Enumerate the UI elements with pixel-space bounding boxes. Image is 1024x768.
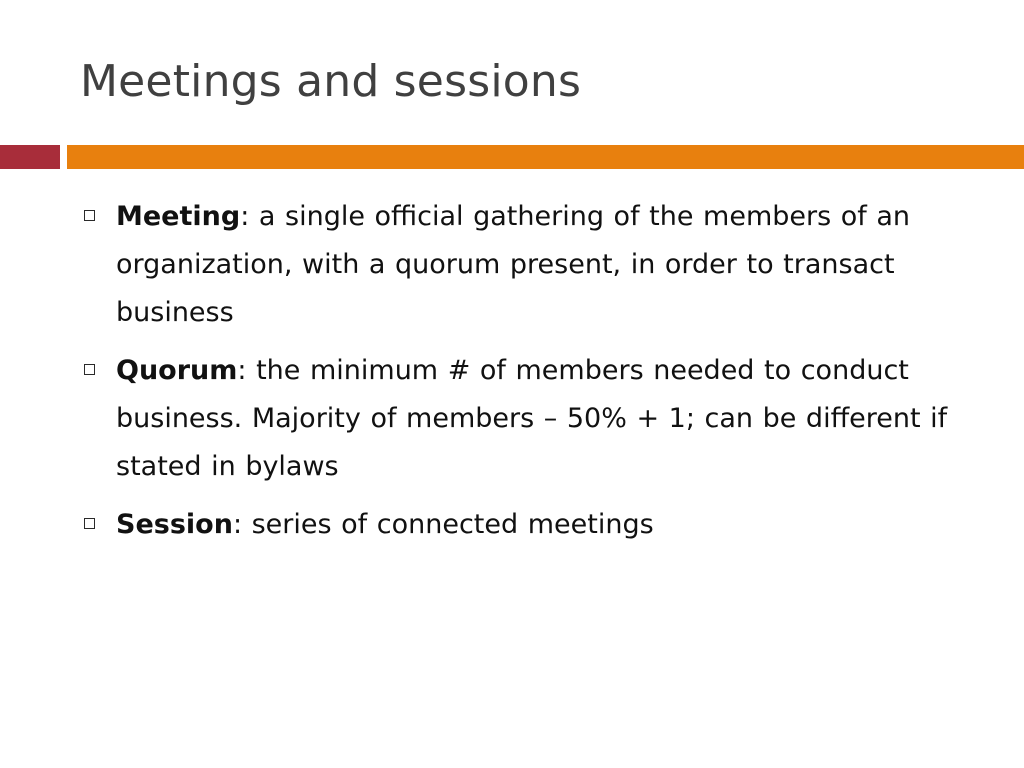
bullet-text [116, 501, 966, 549]
bullet-term: Session [116, 509, 233, 540]
bullet-definition: : a single official gathering of the members of an organization, with a quorum present, in order to transact business [116, 201, 911, 328]
slide-title: Meetings and sessions [80, 56, 582, 107]
hollow-square-icon [84, 210, 95, 221]
hollow-square-icon [84, 364, 95, 375]
bullet-item-meeting [80, 193, 980, 337]
bullet-list [80, 193, 980, 559]
bullet-term: Quorum [116, 355, 238, 386]
accent-bar-left [0, 145, 60, 169]
bullet-item-session [80, 501, 980, 549]
bullet-term: Meeting [116, 201, 241, 232]
bullet-text [116, 193, 966, 337]
bullet-definition: : the minimum # of members needed to conduct business. Majority of members – 50% + 1; can be different if stated in bylaws [116, 355, 948, 482]
bullet-item-quorum [80, 347, 980, 491]
bullet-text [116, 347, 966, 491]
accent-bar-right [67, 145, 1024, 169]
hollow-square-icon [84, 518, 95, 529]
bullet-definition: : series of connected meetings [232, 509, 654, 540]
